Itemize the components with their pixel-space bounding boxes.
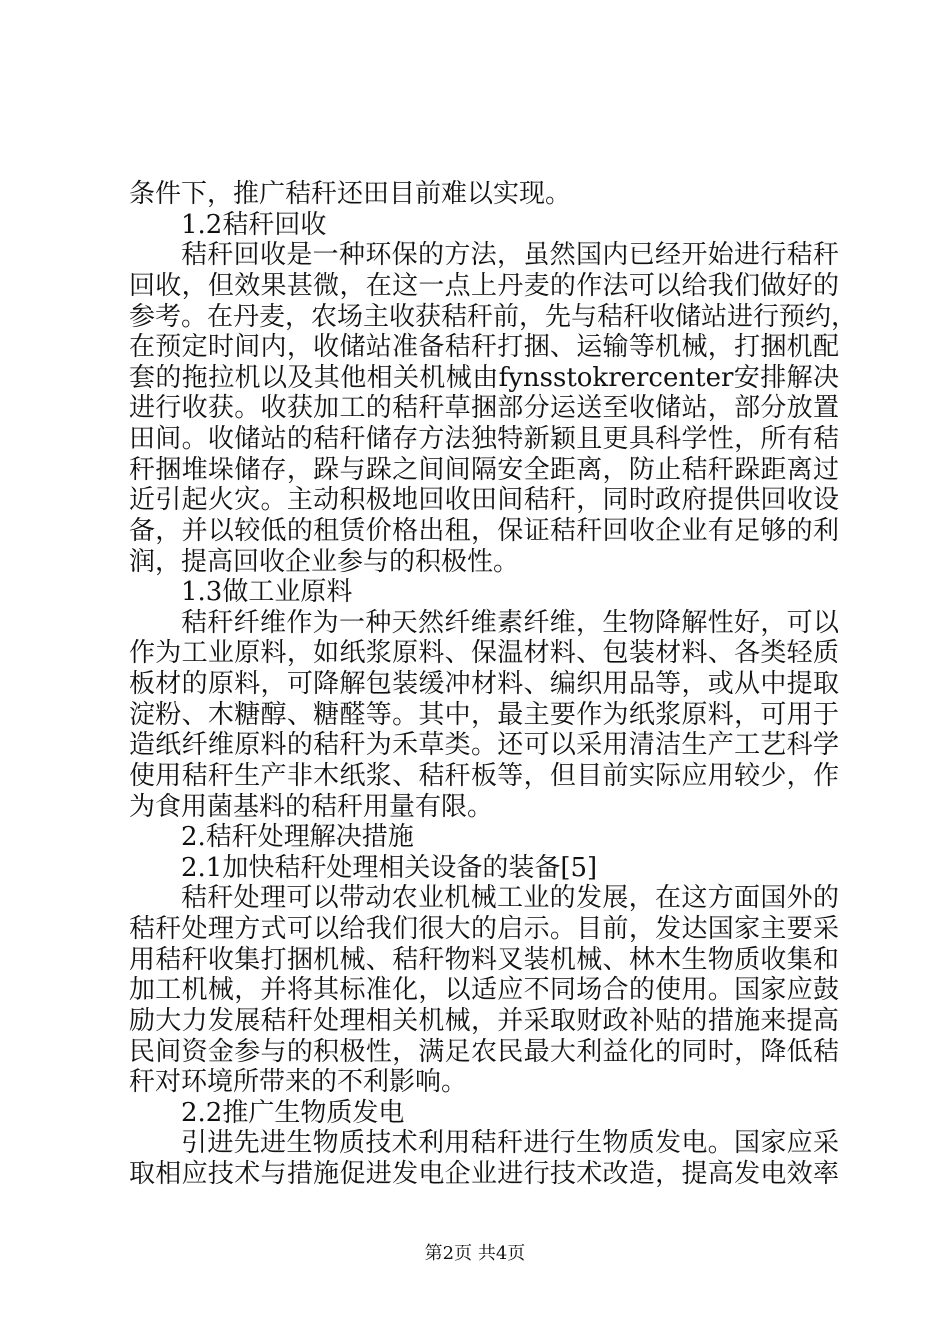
text-line: 使用秸秆生产非木纸浆、秸秆板等，但目前实际应用较少，作 — [129, 761, 839, 791]
text-line: 引进先进生物质技术利用秸秆进行生物质发电。国家应采 — [181, 1128, 839, 1158]
page-footer — [0, 1242, 950, 1266]
text-line: 秆捆堆垛储存，跺与跺之间间隔安全距离，防止秸秆跺距离过 — [129, 455, 839, 485]
text-line: 秸秆纤维作为一种天然纤维素纤维，生物降解性好，可以 — [181, 608, 839, 638]
text-line: 励大力发展秸秆处理相关机械，并采取财政补贴的措施来提高 — [129, 1006, 839, 1036]
text-line: 条件下，推广秸秆还田目前难以实现。 — [129, 179, 572, 209]
text-line: 参考。在丹麦，农场主收获秸秆前，先与秸秆收储站进行预约， — [129, 302, 858, 332]
text-line: 加工机械，并将其标准化，以适应不同场合的使用。国家应鼓 — [129, 975, 839, 1005]
text-line: 秸秆回收是一种环保的方法，虽然国内已经开始进行秸秆 — [181, 240, 839, 270]
text-line: 进行收获。收获加工的秸秆草捆部分运送至收储站，部分放置 — [129, 393, 839, 423]
text-line: 板材的原料，可降解包装缓冲材料、编织用品等，或从中提取 — [129, 669, 839, 699]
text-line: 在预定时间内，收储站准备秸秆打捆、运输等机械，打捆机配 — [129, 332, 839, 362]
text-line: 秸秆处理可以带动农业机械工业的发展，在这方面国外的 — [181, 883, 839, 913]
text-line: 作为工业原料，如纸浆原料、保温材料、包装材料、各类轻质 — [129, 638, 839, 668]
text-line: 秆对环境所带来的不利影响。 — [129, 1067, 468, 1097]
text-line: 秸秆处理方式可以给我们很大的启示。目前，发达国家主要采 — [129, 914, 839, 944]
text-line: 田间。收储站的秸秆储存方法独特新颖且更具科学性，所有秸 — [129, 424, 839, 454]
page-number-label: 第2页 共4页 — [424, 1243, 526, 1264]
text-line: 近引起火灾。主动积极地回收田间秸秆，同时政府提供回收设 — [129, 485, 839, 515]
text-line: 取相应技术与措施促进发电企业进行技术改造，提高发电效率 — [129, 1159, 839, 1189]
section-heading: 2.秸秆处理解决措施 — [181, 822, 414, 852]
section-heading: 2.2推广生物质发电 — [181, 1098, 405, 1128]
text-line: 备，并以较低的租赁价格出租，保证秸秆回收企业有足够的利 — [129, 516, 839, 546]
text-line: 用秸秆收集打捆机械、秸秆物料叉装机械、林木生物质收集和 — [129, 945, 839, 975]
section-heading: 2.1加快秸秆处理相关设备的装备[5] — [181, 853, 598, 883]
section-heading: 1.2秸秆回收 — [181, 210, 327, 240]
text-line: 淀粉、木糖醇、糖醛等。其中，最主要作为纸浆原料，可用于 — [129, 700, 839, 730]
text-line: 造纸纤维原料的秸秆为禾草类。还可以采用清洁生产工艺科学 — [129, 730, 839, 760]
text-line: 民间资金参与的积极性，满足农民最大利益化的同时，降低秸 — [129, 1037, 839, 1067]
text-line: 润，提高回收企业参与的积极性。 — [129, 547, 520, 577]
section-heading: 1.3做工业原料 — [181, 577, 353, 607]
text-line: 为食用菌基料的秸秆用量有限。 — [129, 792, 494, 822]
text-line: 套的拖拉机以及其他相关机械由fynsstokrercenter安排解决 — [129, 363, 839, 393]
text-line: 回收，但效果甚微，在这一点上丹麦的作法可以给我们做好的 — [129, 271, 839, 301]
